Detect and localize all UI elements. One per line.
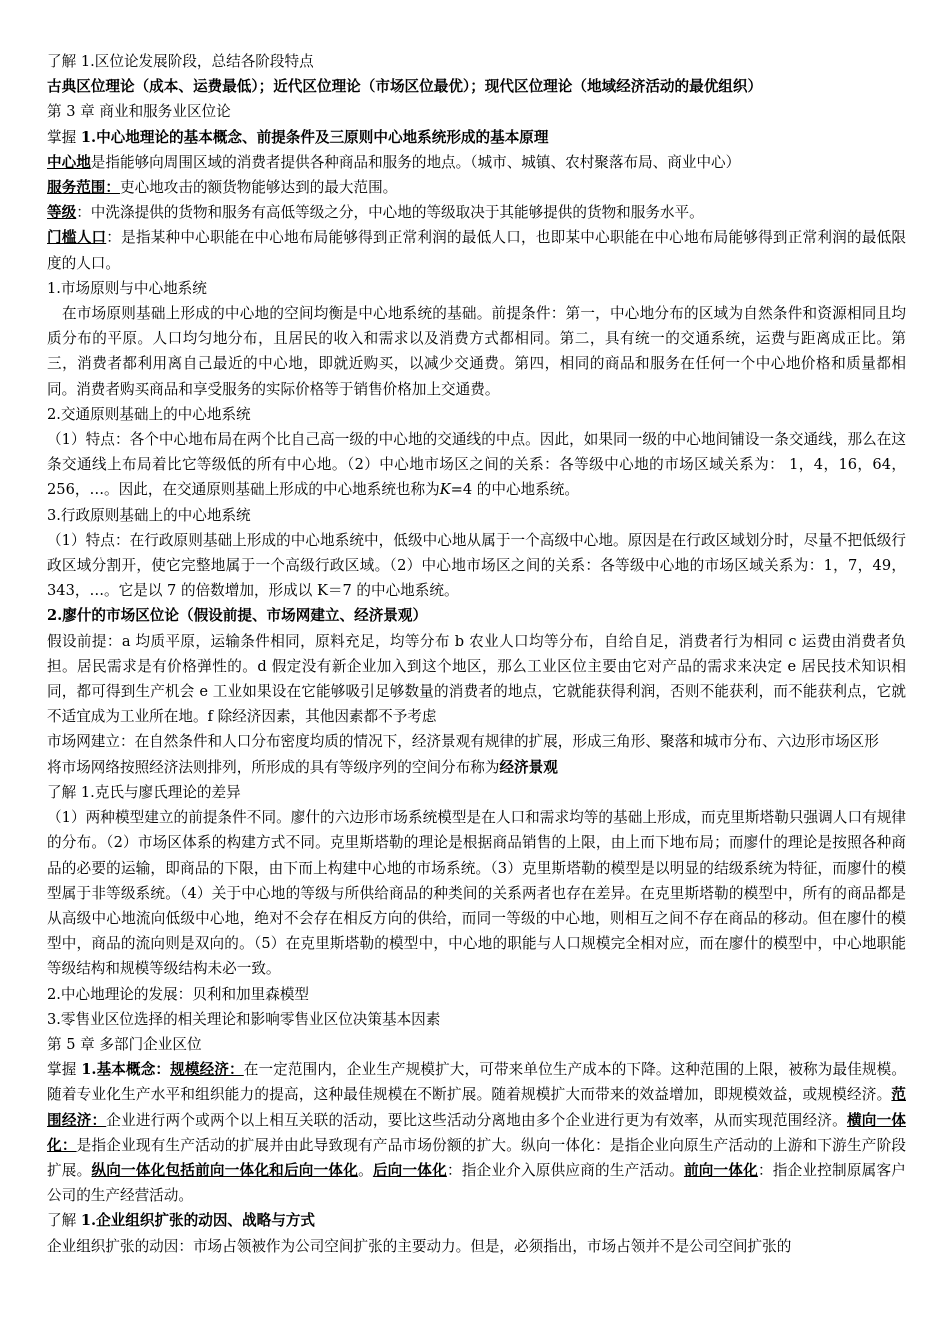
line-4 (47, 125, 906, 150)
definition: ：是指某种中心职能在中心地布局能够得到正常利润的最低人口，也即某中心职能在中心地布局能够得到正常利润的最低限度的人口。 (47, 229, 906, 272)
text: 在一定范围内，企业生产规模扩大，可带来单位生产成本的下降。这种范围的上限，被称为最佳规模。随着专业化生产水平和组织能力的提高，这种最佳规模在不断扩展。随着规模扩大而带来的效益增加，即规模效益，或规模经济。 (47, 1061, 906, 1104)
k-symbol: K (439, 481, 451, 499)
prefix: 掌握 (47, 1061, 82, 1079)
chapter-5-heading: 第 5 章 多部门企业区位 (47, 1035, 202, 1053)
paragraph-market-principle: 在市场原则基础上形成的中心地的空间均衡是中心地系统的基础。前提条件：第一，中心地分布的区域为自然条件和资源相同且均质分布的平原。人口均匀地分布，且居民的收入和需求以及消费方式都相同。第二，具有统一的交通系统，运费与距离成正比。第三，消费者都利用离自己最近的中心地，即就近购买，以减少交通费。第四，相同的商品和服务在任何一个中心地价格和质量都相同。消费者购买商品和享受服务的实际价格等于销售价格加上交通费。 (47, 305, 906, 398)
line-expansion (47, 1208, 906, 1233)
text: （1）特点：各个中心地布局在两个比自己高一级的中心地的交通线的中点。因此，如果同一级的中心地间铺设一条交通线，那么在这条交通线上布局着比它等级低的所有中心地。（2）中心地市场区之间的关系：各等级中心地的市场区域关系为： 1，4，16，64，256，…。因此，在交通原则基础上形成的中心地系统也称为 (47, 431, 906, 499)
line-1: 了解 1.区位论发展阶段，总结各阶段特点 (47, 53, 314, 70)
prefix: 掌握 (47, 128, 81, 146)
paragraph-market-network: 市场网建立：在自然条件和人口分布密度均质的情况下，经济景观有规律的扩展，形成三角形、聚落和城市分布、六边形市场区形 (47, 733, 879, 751)
definition-central-place (47, 150, 906, 175)
definition: 是指能够向周围区域的消费者提供各种商品和服务的地点。（城市、城镇、农村聚落布局、商业中心） (90, 153, 741, 171)
section-admin-principle: 3.行政原则基础上的中心地系统 (47, 506, 251, 524)
paragraph-economic-landscape (47, 755, 906, 780)
text: 。 (358, 1161, 373, 1179)
section-differences: 了解 1.克氏与廖氏理论的差异 (47, 783, 241, 801)
definition: ：中洗涤提供的货物和服务有高低等级之分，中心地的等级取决于其能够提供的货物和服务水平。 (76, 204, 704, 222)
term-vertical-integration: 纵向一体化包括前向一体化和后向一体化 (91, 1161, 359, 1179)
paragraph-admin-principle: （1）特点：在行政原则基础上形成的中心地系统中，低级中心地从属于一个高级中心地。原因是在行政区域划分时，尽量不把低级行政区域分割开，使它完整地属于一个高级行政区域。（2）中心地市场区之间的关系：各等级中心地的市场区域关系为：1，7，49，343，…。它是以 7 的倍数增加，形成以 K＝7 的中心地系统。 (47, 531, 906, 600)
prefix: 了解 (47, 1212, 81, 1230)
term: 中心地 (47, 153, 91, 171)
paragraph-assumptions: 假设前提：a 均质平原，运输条件相同，原料充足，均等分布 b 农业人口均等分布，自给自足，消费者行为相同 c 运费由消费者负担。居民需求是有价格弹性的。d 假定没有新企业加入到这个地区，那么工业区位主要由它对产品的需求来决定 e 居民技术知识相同，都可得到生产机会 e 工业如果设在它能够吸引足够数量的消费者的地点，它就能获得利润，否则不能获利，而不能获利点，它就不适宜成为工业所在地。f 除经济因素，其他因素都不予考虑 (47, 632, 906, 726)
bold-heading: 1.基本概念： (81, 1061, 171, 1079)
paragraph-differences: （1）两种模型建立的前提条件不同。廖什的六边形市场系统模型是在人口和需求均等的基础上形成，而克里斯塔勒只强调人口有规律的分布。（2）市场区体系的构建方式不同。克里斯塔勒的理论是根据商品销售的上限，由上而下地布局；而廖什的理论是按照各种商品的必要的运输，即商品的下限，由下而上构建中心地的市场系统。（3）克里斯塔勒的模型是以明显的结级系统为特征，而廖什的模型属于非等级系统。（4）关于中心地的等级与所供给商品的种类间的关系两者也存在差异。在克里斯塔勒的模型中，所有的商品都是从高级中心地流向低级中心地，绝对不会存在相反方向的供给，而同一等级的中心地，则相互之间不存在商品的移动。但在廖什的模型中，商品的流向则是双向的。（5）在克里斯塔勒的模型中，中心地的职能与人口规模完全相对应，而在廖什的模型中，中心地职能等级结构和规模等级结构未必一致。 (47, 809, 906, 978)
term-horizontal-integration: 横向一体化： (47, 1111, 906, 1154)
text: =4 的中心地系统。 (450, 481, 579, 499)
term-forward-integration: 前向一体化 (683, 1161, 758, 1179)
bold-heading: 1.中心地理论的基本概念、前提条件及三原则中心地系统形成的基本原理 (80, 128, 549, 146)
line-development: 2.中心地理论的发展：贝利和加里森模型 (47, 985, 310, 1003)
definition-level (47, 200, 906, 225)
text: 将市场网络按照经济法则排列，所形成的具有等级序列的空间分布称为 (47, 758, 500, 776)
definition-service-range (47, 175, 906, 200)
chapter-3-heading: 第 3 章 商业和服务业区位论 (47, 103, 231, 121)
term-backward-integration: 后向一体化 (372, 1161, 447, 1179)
paragraph-basic-concepts (47, 1057, 906, 1208)
definition-threshold (47, 225, 906, 275)
section-market-principle: 1.市场原则与中心地系统 (47, 279, 207, 297)
term: 服务范围： (47, 179, 120, 197)
text: 是指企业现有生产活动的扩展并由此导致现有产品市场份额的扩大。纵向一体化：是指企业向原生产活动的上游和下游生产阶段扩展。 (47, 1136, 906, 1179)
term-scale-economy: 规模经济： (170, 1061, 244, 1079)
paragraph-expansion: 企业组织扩张的动因：市场占领被作为公司空间扩张的主要动力。但是，必须指出，市场占领并不是公司空间扩张的 (47, 1237, 792, 1255)
line-2: 古典区位理论（成本、运费最低）；近代区位理论（市场区位最优）；现代区位理论（地域经济活动的最优组织） (47, 78, 763, 96)
section-losch: 2.廖什的市场区位论（假设前提、市场网建立、经济景观） (47, 607, 428, 625)
term: 门槛人口 (47, 229, 107, 247)
definition: 吏心地攻击的额货物能够达到的最大范围。 (119, 179, 398, 197)
bold-heading: 1.企业组织扩张的动因、战略与方式 (80, 1212, 315, 1230)
text: ：指企业介入原供应商的生产活动。 (446, 1161, 684, 1179)
paragraph-traffic-principle (47, 427, 906, 503)
term: 等级 (47, 204, 77, 222)
section-traffic-principle: 2.交通原则基础上的中心地系统 (47, 405, 251, 423)
text: ：指企业控制原属客户公司的生产经营活动。 (47, 1161, 906, 1205)
text: 企业进行两个或两个以上相互关联的活动，要比这些活动分离地由多个企业进行更为有效率，从而实现范围经济。 (106, 1111, 847, 1129)
term-scope-economy: 范围经济： (47, 1086, 906, 1129)
line-retail: 3.零售业区位选择的相关理论和影响零售业区位决策基本因素 (47, 1010, 441, 1028)
bold-term: 经济景观 (499, 758, 558, 776)
